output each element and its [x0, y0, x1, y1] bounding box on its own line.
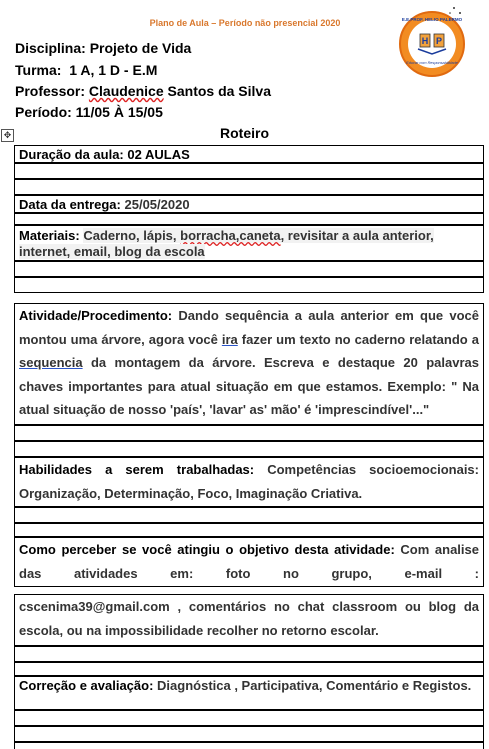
materiais-value-c: , revisitar a aula anterior, internet, email, blog da escola — [19, 228, 434, 259]
table-move-handle-icon[interactable]: ✥ — [1, 129, 14, 142]
atividade-label: Atividade/Procedimento: — [19, 308, 173, 323]
materiais-row — [14, 225, 484, 261]
empty-row — [14, 646, 484, 662]
professor-label: Professor: — [15, 83, 86, 99]
correcao-row — [14, 676, 484, 710]
correcao-label: Correção e avaliação: — [19, 678, 154, 693]
periodo-value: 11/05 À 15/05 — [75, 104, 163, 120]
empty-row — [14, 425, 484, 441]
empty-row — [14, 742, 484, 749]
empty-row — [14, 277, 484, 293]
empty-row — [14, 710, 484, 726]
turma-label: Turma: — [15, 62, 62, 78]
entrega-label: Data da entrega: — [19, 197, 121, 212]
materiais-value-b: borracha,caneta — [180, 228, 281, 243]
duracao-value: 02 AULAS — [127, 147, 190, 162]
empty-row — [14, 523, 484, 537]
periodo-label: Período: — [15, 104, 72, 120]
logo-initial-h: H — [421, 36, 429, 46]
habilidades-value: Competências socioemocionais: Organização, Determinação, Foco, Imaginação Criativa. — [19, 462, 479, 501]
habilidades-row — [14, 457, 484, 507]
perceber-label: Como perceber se você atingiu o objetivo desta atividade: — [19, 542, 395, 557]
school-logo — [392, 4, 472, 80]
professor-surname: Santos da Silva — [163, 83, 271, 99]
empty-row — [14, 726, 484, 742]
roteiro-heading: Roteiro — [220, 125, 269, 141]
disciplina-label: Disciplina: — [15, 40, 86, 56]
turma-line — [15, 62, 157, 78]
correcao-value: Diagnóstica , Participativa, Comentário e Registos. — [157, 678, 472, 693]
disciplina-line — [15, 40, 191, 56]
entrega-value: 25/05/2020 — [124, 197, 190, 212]
turma-value: 1 A, 1 D - E.M — [69, 62, 158, 78]
atividade-row — [14, 303, 484, 425]
materiais-value-a: Caderno, lápis, — [83, 228, 181, 243]
email-row — [14, 594, 484, 646]
empty-row — [14, 507, 484, 523]
empty-row — [14, 179, 484, 195]
empty-row — [14, 213, 484, 225]
atividade-text-ira: ira — [221, 331, 238, 347]
duracao-row — [14, 145, 484, 163]
disciplina-value: Projeto de Vida — [89, 40, 192, 56]
empty-row — [14, 662, 484, 676]
empty-row — [14, 441, 484, 457]
empty-row — [14, 261, 484, 277]
atividade-text-1: Dando sequência a aula anterior em que você montou uma árvore, agora você — [19, 308, 479, 347]
periodo-line — [15, 104, 163, 120]
document-title: Plano de Aula – Período não presencial 2020 — [149, 18, 341, 28]
perceber-value: Com analise das atividades em: foto no grupo, e-mail : — [19, 542, 479, 581]
professor-first-name: Claudenice — [88, 83, 164, 99]
professor-line — [15, 83, 271, 99]
email-text: cscenima39@gmail.com , comentários no chat classroom ou blog da escola, ou na impossibilidade recolher no retorno escolar. — [19, 599, 479, 638]
empty-row — [14, 163, 484, 179]
atividade-text-3: da montagem da árvore. Escreva e destaque 20 palavras chaves importantes para atual situação em que estamos. Exemplo: " Na atual situação de nosso 'país', 'lavar' as' mão' é 'imprescindível'..." — [19, 355, 479, 417]
atividade-text-2: fazer um texto no caderno relatando a — [237, 331, 479, 347]
atividade-text-seq: sequencia — [19, 355, 83, 370]
logo-bottom-text: Educar com Responsabilidade — [406, 61, 458, 65]
logo-initial-p: P — [435, 36, 443, 46]
habilidades-label: Habilidades a serem trabalhadas: — [19, 462, 255, 477]
entrega-row — [14, 195, 484, 213]
logo-top-text: E.E.PROF. HELIO PALERMO — [401, 17, 463, 22]
materiais-label: Materiais: — [19, 228, 80, 243]
duracao-label: Duração da aula: — [19, 147, 124, 162]
perceber-row — [14, 537, 484, 587]
